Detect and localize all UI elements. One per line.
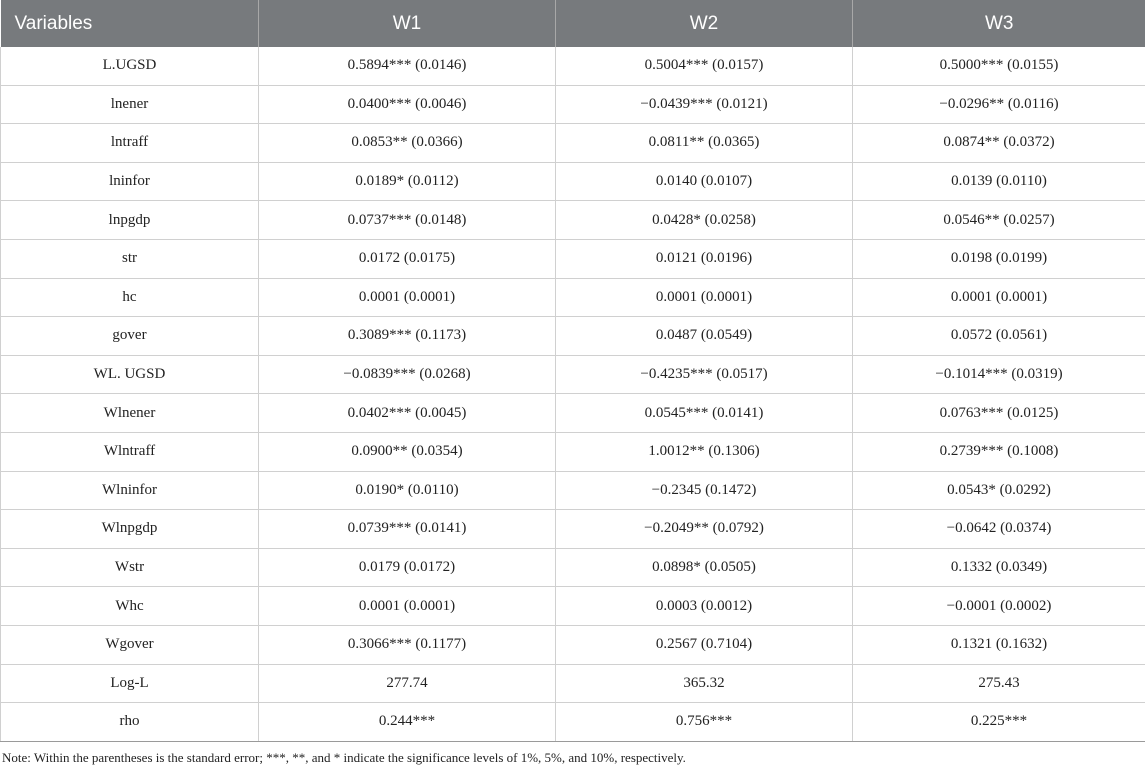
variable-cell: WL. UGSD [1,355,259,394]
table-row [1,625,1145,664]
value-cell: 277.74 [259,664,556,703]
variable-cell: Wlnener [1,394,259,433]
value-cell: 0.0189* (0.0112) [259,162,556,201]
value-cell: 0.0811** (0.0365) [556,124,853,163]
header-row [1,0,1145,47]
value-cell: 0.0737*** (0.0148) [259,201,556,240]
variable-cell: lninfor [1,162,259,201]
value-cell: 0.0545*** (0.0141) [556,394,853,433]
value-cell: 0.0546** (0.0257) [853,201,1145,240]
variable-cell: Wlntraff [1,432,259,471]
value-cell: −0.4235*** (0.0517) [556,355,853,394]
value-cell: 275.43 [853,664,1145,703]
variable-cell: Wlninfor [1,471,259,510]
value-cell: 0.5894*** (0.0146) [259,47,556,85]
value-cell: −0.2049** (0.0792) [556,510,853,549]
value-cell: 0.0487 (0.0549) [556,317,853,356]
value-cell: 0.0121 (0.0196) [556,239,853,278]
variable-cell: lnener [1,85,259,124]
value-cell: 0.244*** [259,703,556,742]
variable-cell: gover [1,317,259,356]
header-variables: Variables [1,0,259,47]
table-row [1,548,1145,587]
value-cell: 0.0853** (0.0366) [259,124,556,163]
table-row [1,239,1145,278]
table-row [1,355,1145,394]
table-row [1,278,1145,317]
value-cell: 0.0739*** (0.0141) [259,510,556,549]
value-cell: 0.1321 (0.1632) [853,625,1145,664]
value-cell: −0.0296** (0.0116) [853,85,1145,124]
value-cell: 0.0139 (0.0110) [853,162,1145,201]
value-cell: 0.0190* (0.0110) [259,471,556,510]
variable-cell: Wstr [1,548,259,587]
variable-cell: Log-L [1,664,259,703]
value-cell: 0.0001 (0.0001) [259,278,556,317]
value-cell: 0.0001 (0.0001) [556,278,853,317]
value-cell: 0.756*** [556,703,853,742]
table-row [1,162,1145,201]
value-cell: −0.0839*** (0.0268) [259,355,556,394]
header-w3: W3 [853,0,1145,47]
value-cell: 0.0400*** (0.0046) [259,85,556,124]
value-cell: 0.1332 (0.0349) [853,548,1145,587]
value-cell: 0.225*** [853,703,1145,742]
value-cell: 0.0543* (0.0292) [853,471,1145,510]
value-cell: 0.0003 (0.0012) [556,587,853,626]
value-cell: −0.1014*** (0.0319) [853,355,1145,394]
value-cell: 0.2739*** (0.1008) [853,432,1145,471]
table-row [1,394,1145,433]
variable-cell: str [1,239,259,278]
value-cell: 0.0001 (0.0001) [259,587,556,626]
value-cell: 0.3089*** (0.1173) [259,317,556,356]
value-cell: 0.0140 (0.0107) [556,162,853,201]
table-row [1,85,1145,124]
value-cell: 1.0012** (0.1306) [556,432,853,471]
header-w1: W1 [259,0,556,47]
value-cell: 0.2567 (0.7104) [556,625,853,664]
table-row [1,432,1145,471]
table-row [1,201,1145,240]
value-cell: 0.0172 (0.0175) [259,239,556,278]
value-cell: −0.0001 (0.0002) [853,587,1145,626]
table-row [1,703,1145,742]
variable-cell: hc [1,278,259,317]
value-cell: −0.0642 (0.0374) [853,510,1145,549]
variable-cell: Wgover [1,625,259,664]
table-row [1,510,1145,549]
table-note: Note: Within the parentheses is the standard error; ***, **, and * indicate the significance levels of 1%, 5%, and 10%, respectively. [2,749,686,765]
value-cell: 0.5000*** (0.0155) [853,47,1145,85]
value-cell: 365.32 [556,664,853,703]
value-cell: 0.0763*** (0.0125) [853,394,1145,433]
value-cell: 0.5004*** (0.0157) [556,47,853,85]
variable-cell: L.UGSD [1,47,259,85]
variable-cell: rho [1,703,259,742]
table-row [1,124,1145,163]
table-row [1,471,1145,510]
variable-cell: lntraff [1,124,259,163]
value-cell: 0.0428* (0.0258) [556,201,853,240]
table-row [1,47,1145,85]
value-cell: 0.0898* (0.0505) [556,548,853,587]
value-cell: 0.0179 (0.0172) [259,548,556,587]
value-cell: 0.0198 (0.0199) [853,239,1145,278]
value-cell: 0.0900** (0.0354) [259,432,556,471]
variable-cell: Wlnpgdp [1,510,259,549]
variable-cell: Whc [1,587,259,626]
variable-cell: lnpgdp [1,201,259,240]
table-row [1,587,1145,626]
value-cell: 0.0572 (0.0561) [853,317,1145,356]
table-row [1,317,1145,356]
value-cell: 0.3066*** (0.1177) [259,625,556,664]
value-cell: 0.0001 (0.0001) [853,278,1145,317]
value-cell: 0.0874** (0.0372) [853,124,1145,163]
header-w2: W2 [556,0,853,47]
value-cell: −0.0439*** (0.0121) [556,85,853,124]
table-row [1,664,1145,703]
value-cell: 0.0402*** (0.0045) [259,394,556,433]
value-cell: −0.2345 (0.1472) [556,471,853,510]
